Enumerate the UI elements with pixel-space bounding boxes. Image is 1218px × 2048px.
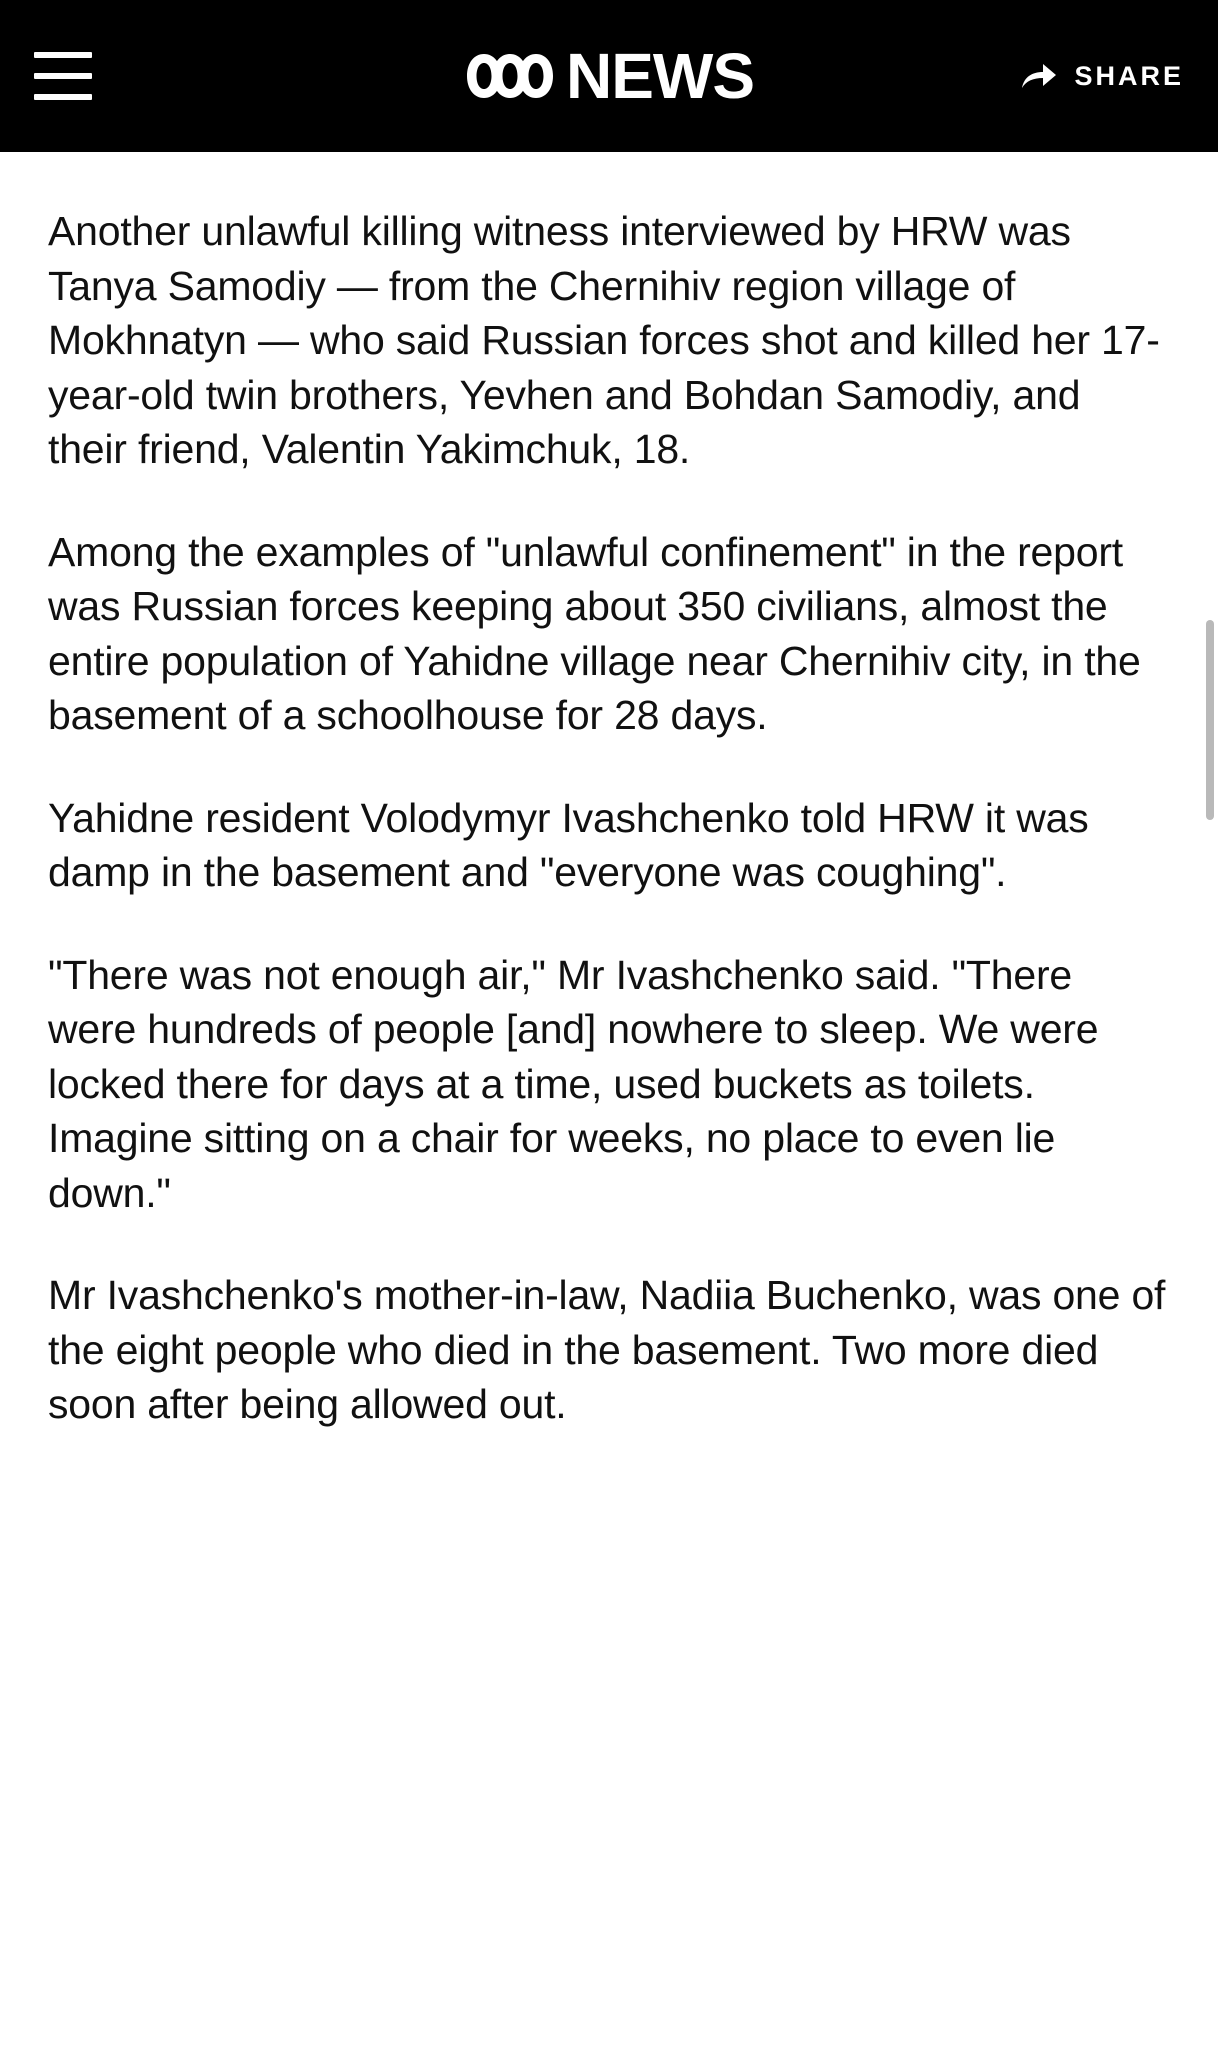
hamburger-bar-1	[34, 52, 92, 58]
article-paragraph: "There was not enough air," Mr Ivashchenko said. "There were hundreds of people [and] nowhere to sleep. We were locked there for days at a time, used buckets as toilets. Imagine sitting on a chair for weeks, no place to even lie down."	[48, 951, 1099, 1216]
site-header	[0, 0, 1218, 152]
hamburger-bar-3	[34, 94, 92, 100]
site-logo[interactable]	[464, 40, 754, 112]
article-body	[0, 152, 1218, 1472]
page-scrollbar-thumb[interactable]	[1206, 620, 1214, 820]
share-button[interactable]	[1020, 60, 1184, 92]
article-paragraph: Mr Ivashchenko's mother-in-law, Nadiia Buchenko, was one of the eight people who died in the basement. Two more died soon after being allowed out.	[48, 1272, 1166, 1428]
brand-name: NEWS	[566, 40, 754, 112]
article-paragraph: Yahidne resident Volodymyr Ivashchenko told HRW it was damp in the basement and "everyone was coughing".	[48, 794, 1089, 896]
share-label: SHARE	[1074, 60, 1184, 91]
share-arrow-icon	[1020, 60, 1058, 92]
hamburger-bar-2	[34, 73, 92, 79]
article-paragraph: Another unlawful killing witness interviewed by HRW was Tanya Samodiy — from the Chernihiv region village of Mokhnatyn — who said Russian forces shot and killed her 17-year-old twin brothers, Yevhen and Bohdan Samodiy, and their friend, Valentin Yakimchuk, 18.	[48, 208, 1160, 473]
page-scrollbar-track[interactable]	[1206, 152, 1214, 2048]
hamburger-menu-icon[interactable]	[34, 52, 92, 100]
article-paragraph: Among the examples of "unlawful confinement" in the report was Russian forces keeping about 350 civilians, almost the entire population of Yahidne village near Chernihiv city, in the basement of a schoolhouse for 28 days.	[48, 528, 1141, 739]
abc-logo-icon	[464, 48, 556, 104]
